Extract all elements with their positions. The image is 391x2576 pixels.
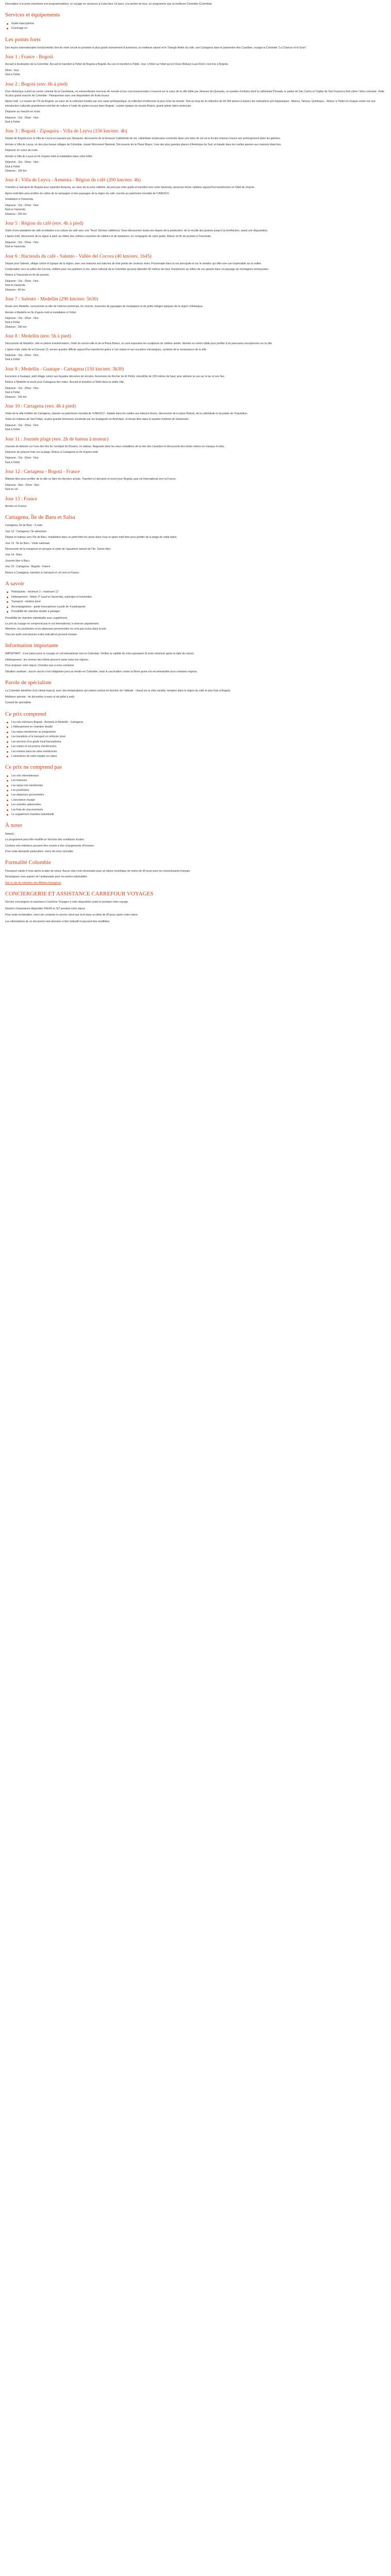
- infos-heading: Cartagena, Île de Baru et Salsa: [5, 514, 75, 520]
- conciergerie-paragraph: Pour toute réclamation, merci de contacter le service client par écrit dans un délai de 30 jours après votre retour.: [5, 913, 138, 917]
- important-heading: Information importante: [5, 642, 58, 649]
- list-item: Les dépenses personnelles: [5, 793, 386, 797]
- day-meals: Déjeuner : Oui - Dîner : Non: [5, 279, 39, 283]
- infos-subtitle: Cartagena, Île de Baru - 3 nuits: [5, 524, 43, 528]
- day-title: Jour 7 : Salento - Medellín (290 km/env. 5h30): [5, 296, 99, 302]
- rates-note: Possibilité de chambre individuelle avec supplément.: [5, 617, 68, 620]
- day-meals: Déjeuner : Oui - Dîner : Non: [5, 354, 39, 358]
- climate-heading: Parole de spécialiste: [5, 680, 52, 686]
- rates-footer: Tous les tarifs sont donnés à titre indicatif et peuvent évoluer.: [5, 633, 78, 636]
- day-paragraph: Retour à Medellín et envol pour Cartagena des Indes. Accueil et transfert à l’hôtel dans la vieille ville.: [5, 381, 125, 384]
- day-meals: Déjeuner : Oui - Dîner : Non: [5, 386, 39, 390]
- day-paragraph: Installation à l’hacienda.: [5, 198, 34, 201]
- infos-day-title: Jour 12 : Cartagena / île adventure: [5, 530, 47, 533]
- day-meals: Dîner : Non: [5, 69, 19, 72]
- anote-paragraph: Le programme peut être modifié en fonction des conditions locales.: [5, 838, 85, 842]
- list-item: Les transferts et le transport en véhicule privé: [5, 735, 386, 739]
- list-item: L’assurance voyage: [5, 798, 386, 802]
- day-title: Jour 3 : Bogotá - Zipaquira - Villa de Leyva (150 km/env. 4h): [5, 128, 127, 134]
- day-paragraph: Retour à l’hacienda en fin de journée.: [5, 274, 50, 277]
- anote-paragraph: Pour toute demande particulière, merci de nous consulter.: [5, 850, 74, 854]
- day-room: Nuit à l’hôtel: [5, 165, 20, 168]
- day-paragraph: Déjeuner de poisson frais sur la plage. Retour à Cartagena en fin d’après-midi.: [5, 451, 99, 454]
- infos-day-text: Retour à Cartagena, transfert à l’aéroport et vol vers la France.: [5, 571, 80, 574]
- list-item: Transport : minibus privé: [5, 600, 386, 604]
- day-room: Nuit à l’hôtel: [5, 461, 20, 464]
- day-title: Jour 11 : Journée plage (env. 2h de bateau à moteur): [5, 436, 109, 442]
- infos-day-text: Découverte de la mangrove en pirogue et visite de l’aquarium naturel de l’île. Soirée libre.: [5, 547, 111, 551]
- rates-list: [5, 590, 386, 614]
- day-distance: Distance : 290 km: [5, 325, 27, 329]
- day-paragraph: Déjeuner en cours de route.: [5, 149, 39, 152]
- day-title: Jour 12 : Cartagena - Bogotá - France: [5, 469, 80, 475]
- conciergerie-paragraph: Numéro d’assistance disponible 24h/24 et 7j/7 pendant votre séjour.: [5, 907, 86, 910]
- list-item: Le supplément chambre individuelle: [5, 812, 386, 817]
- list-item: Hébergement : hôtels 3* (sauf en hacienda), auberges et haciendas: [5, 595, 386, 599]
- important-block: [5, 652, 386, 674]
- day-meals: Déjeuner : Oui - Dîner : Non: [5, 161, 39, 164]
- day-block: [5, 177, 386, 216]
- list-item: Les vols internationaux: [5, 774, 386, 778]
- important-paragraph: Hébergement : les normes des hôtels peuvent varier selon les régions.: [5, 658, 89, 662]
- day-meals: Déjeuner : Oui - Dîner : Non: [5, 423, 39, 427]
- day-paragraph: Matinée libre pour profiter de la ville ou faire les derniers achats. Transfert à l’aéroport et envol pour Bogotá, puis vol international vers la France.: [5, 478, 176, 481]
- infos-day-title: Jour 13 : Île de Baru - Visite nationale: [5, 541, 50, 545]
- day-paragraph: Après-midi libre pour profiter du calme de la campagne et des paysages de la région du café, inscrite au patrimoine mondial de l’UNESCO.: [5, 192, 170, 195]
- day-meals: Déjeuner : Non - Dîner : Non: [5, 483, 40, 487]
- day-room: Nuit à l’hôtel: [5, 391, 20, 395]
- day-paragraph: Visite d’une plantation de café et initiation à la culture du café avec une “finca” (fermes caféières). Vous découvrirez toutes les étapes de la production, de la récolte des graines jusqu’à la torréfaction, avant une dégustation.: [5, 229, 268, 232]
- anote-heading: À noter: [5, 822, 23, 829]
- list-item: Les frais de visa éventuels: [5, 808, 386, 812]
- conciergerie-heading: CONCIERGERIE ET ASSISTANCE CARREFOUR VOYAGES: [5, 891, 154, 897]
- day-paragraph: Transfert à l’aéroport de Bogotá pour rejoindre Armenia, au cœur de la zone caféière. Accueil par votre guide et transfert vers votre hacienda, ancienne ferme caféière aujourd’hui transformée en hôtel de charme.: [5, 186, 255, 190]
- day-title: Jour 2 : Bogotá (env. 6h à pied): [5, 81, 68, 87]
- day-block: [5, 54, 386, 77]
- day-paragraph: Journée de détente sur l’une des îles de l’archipel du Rosario, en bateau. Baignade dans les eaux cristallines de la mer des Caraïbes et découverte des fonds marins en masque et tuba.: [5, 445, 225, 448]
- anote-lead: Note(s) :: [5, 832, 15, 836]
- day-room: Nuit à l’hôtel: [5, 321, 20, 325]
- climate-paragraph: La Colombie bénéficie d’un climat tropical, avec des températures qui varient surtout en fonction de l’altitude : chaud sur la côte caraïbe, tempéré dans la région du café et plus frais à Bogotá.: [5, 689, 231, 693]
- day-paragraph: Route vers Medellín, surnommée la ville de l’éternel printemps. En chemin, traversée de paysages de montagnes et de petits villages typiques de la région d’Antioquia.: [5, 305, 203, 309]
- day-paragraph: Arrivée à Medellín en fin d’après-midi et installation à l’hôtel.: [5, 311, 77, 314]
- day-block: [5, 253, 386, 293]
- day-distance: Distance : 150 km: [5, 169, 27, 173]
- climate-signature: Conseil de spécialiste: [5, 701, 31, 705]
- day-title: Jour 5 : Région du café (env. 4h à pied): [5, 220, 84, 226]
- excluded-list: [5, 774, 386, 817]
- list-item: Les repas non mentionnés: [5, 784, 386, 788]
- day-block: [5, 128, 386, 173]
- day-title: Jour 1 : France - Bogotá: [5, 54, 53, 60]
- page: [5, 2, 386, 924]
- list-item: Les pourboires: [5, 788, 386, 792]
- list-item: Les activités optionnelles: [5, 803, 386, 807]
- list-item: Les vols intérieurs Bogotá - Armenia et Medellín - Cartagena: [5, 720, 386, 724]
- day-paragraph: Visite du château de San Felipe, la plus grande forteresse construite par les Espagnols en Amérique, et temps libre dans le quartier bohème de Getsemaní.: [5, 418, 190, 421]
- day-meals: Déjeuner : Oui - Dîner : Non: [5, 456, 39, 460]
- formalities-block: [5, 869, 386, 879]
- services-list: [5, 22, 386, 31]
- list-item: Les entrées dans les sites mentionnés: [5, 750, 386, 754]
- day-title: Jour 6 : Hacienda du café - Salento - Vallée del Cocora (40 km/env. 1h45): [5, 253, 152, 259]
- day-block: [5, 469, 386, 492]
- day-room: Nuit à l’hôtel: [5, 73, 20, 77]
- included-list: [5, 720, 386, 758]
- day-title: Jour 9 : Medellín - Guatape - Cartagena (150 km/env. 3h30): [5, 366, 124, 372]
- list-item: L’hébergement en chambre double: [5, 725, 386, 729]
- important-paragraph: IMPORTANT : Il est prévu pour ce voyage un vol international vers la Colombie. Vérifiez la validité de votre passeport (6 mois minimum après la date de retour).: [5, 652, 195, 656]
- list-item: Les boissons: [5, 778, 386, 783]
- day-room: Nuit à l’hôtel: [5, 121, 20, 124]
- list-item: Couchage en: [5, 26, 386, 30]
- day-paragraph: Déjeuner au marché en route.: [5, 110, 41, 114]
- day-block: [5, 296, 386, 329]
- day-title: Jour 8 : Medellín (env. 5h à pied): [5, 333, 71, 340]
- day-block: [5, 436, 386, 465]
- anote-paragraph: Certains vols intérieurs peuvent être soumis à des changements d’horaires.: [5, 844, 95, 848]
- day-block: [5, 366, 386, 399]
- day-block: [5, 496, 386, 509]
- day-paragraph: Départ de Bogotá pour la Villa de Leyva en passant par Zipaquirá, découverte de la fameuse Cathédrale de sel, cathédrale souterraine construite dans une mine de sel où la foi des mineurs trouve son prolongement dans les galeries.: [5, 137, 281, 141]
- day-distance: Distance : 150 km: [5, 395, 27, 399]
- day-paragraph: Accueil à destination de la Colombie. Accueil et transfert à l’hôtel de Bogotá à Bogotá. Au soir et transfert à l’hôtel. Jour. L’hôtel sur hôtel qu’est (Gran Bolivar) Luxe Rock c’est très à Bogotá.: [5, 63, 229, 66]
- day-meals: Déjeuner : Oui - Dîner : Non: [5, 204, 39, 207]
- intro-text: Description à la porte (mentions non-programmables), ce voyage en vacances à Cuba dure 14 jours, à la portée de tous, en programme que la meilleure Colombie (Colombia): [5, 3, 212, 6]
- rates-note: Le prix du voyage ne comprend pas le vol international, à réserver séparément.: [5, 622, 100, 625]
- highlights-text: Des leçons internationales fonctionnelles font de votre circuit en privatisé le plus grand ravissement d’aventures, la meilleure saison et le Triangle Andin du café, une Cartagena dans le patrimoine des Caraïbes, voyage la Colombie “La Chancre et le Gran”.: [5, 46, 307, 49]
- day-paragraph: Arrivée en France.: [5, 504, 27, 508]
- day-paragraph: L’après-midi, visite de la Comuna 13, ancien quartier difficile aujourd’hui transformé grâce à l’art urbain et aux escaliers mécaniques, symbole de la renaissance de la ville.: [5, 348, 207, 351]
- day-block: [5, 403, 386, 432]
- day-title: Jour 10 : Cartagena (env. 4h à pied): [5, 403, 76, 409]
- day-paragraph: Découverte de Medellín, ville en pleine transformation. Visite du centre-ville et de la Plaza Botero, où sont exposées les sculptures du célèbre artiste. Montée en métro-câble pour profiter d’un panorama exceptionnel sur la ville.: [5, 342, 273, 346]
- conciergerie-paragraph: Les informations de ce document sont données à titre indicatif et peuvent être modifiées.: [5, 920, 110, 923]
- included-heading: Ce prix comprend: [5, 710, 46, 717]
- list-item: Possibilité de chambre double à partager: [5, 609, 386, 614]
- day-block: [5, 333, 386, 362]
- rates-heading: A savoir: [5, 581, 24, 587]
- list-item: Les repas mentionnés au programme: [5, 730, 386, 734]
- list-item: Les services d’un guide local francophone: [5, 740, 386, 744]
- climate-block: [5, 689, 386, 699]
- day-title: Jour 4 : Villa de Leyva - Armenia - Région du café (200 km/env. 4h): [5, 177, 141, 183]
- infos-day-title: Jour 15 : Cartagena - Bogotá - France: [5, 565, 51, 569]
- formalities-heading: Formalité Colombie: [5, 859, 51, 866]
- list-item: Guide francophone: [5, 22, 386, 26]
- day-paragraph: Arrivée à Villa de Leyva en fin d’après-midi et installation dans votre hôtel.: [5, 155, 93, 158]
- formalities-paragraph: Renseignez-vous auprès de l’ambassade pour les autres nationalités.: [5, 875, 88, 879]
- day-meals: Déjeuner : Oui - Dîner : Non: [5, 116, 39, 120]
- important-paragraph: Pour préparer votre séjour, n’hésitez pas à nous contacter.: [5, 664, 75, 668]
- day-block: [5, 81, 386, 125]
- excluded-heading: Ce prix ne comprend pas: [5, 764, 62, 771]
- day-room: Nuit à l’hôtel: [5, 358, 20, 362]
- day-paragraph: Départ pour Salento, village coloré et typique de la région, avec ses maisons aux balcons de bois peints de couleurs vives. Promenade dans la rue principale et sur le mirador qui offre une vue imprenable sur la vallée.: [5, 262, 262, 265]
- day-room: Nuit en hacienda: [5, 208, 25, 212]
- list-item: L’assistance de notre équipe sur place: [5, 754, 386, 758]
- conciergerie-block: [5, 900, 386, 924]
- rates-note: Attention, les pourboires et les dépenses personnelles ne sont pas inclus dans le prix.: [5, 628, 107, 631]
- day-meals: Déjeuner : Oui - Dîner : Non: [5, 241, 39, 244]
- day-paragraph: Continuation vers la vallée del Cocora, célèbre pour ses palmiers à cire, arbre national de la Colombie qui peut atteindre 60 mètres de haut. Randonnée au milieu de ces géants dans un paysage de montagnes verdoyantes.: [5, 268, 269, 271]
- infos-day-title: Jour 14 : Baru: [5, 553, 22, 557]
- conciergerie-paragraph: Service conciergerie et assistance Carrefour Voyages à votre disposition avant et pendant votre voyage.: [5, 901, 129, 904]
- day-block: [5, 221, 386, 249]
- infos-day-text: Journée libre à Baru.: [5, 559, 30, 563]
- day-paragraph: Visite de la ville fortifiée de Cartagena, classée au patrimoine mondial de l’UNESCO : balade dans les ruelles aux balcons fleuris, découverte de la place Bolivar, de la cathédrale et du palais de l’Inquisition.: [5, 412, 248, 415]
- formalities-paragraph: Passeport valide 6 mois après la date de retour. Aucun visa n’est nécessaire pour un séjour touristique de moins de 90 jours pour les ressortissants français.: [5, 869, 191, 873]
- day-room: Nuit en hacienda: [5, 245, 25, 249]
- infos-day-text: Départ en bateau vers l’île de Baru. Installation dans un petit hôtel les pieds dans l’eau et après-midi libre pour profiter de la plage de sable blanc.: [5, 536, 177, 539]
- highlights-heading: Les points forts: [5, 36, 41, 43]
- day-distance: Distance : 40 km: [5, 288, 25, 292]
- day-paragraph: Après-midi : Le musée de l’Or de Bogotá, au cœur de la collection fondée par une caste préhispanique, la collection d’orfèvrerie la plus riche du monde. Tout au long de la collection de 55 000 pièces à travers les civilisations pré-hispaniques : Muisca, Tairona, Quimbaya... Retour à l’hôtel où chaque soirée est une introduction culturelle grandement enrichie de culture à l’aide de guides locaux dans Bogotá ; cuisine typique du musée Botero, grand artiste latino-américain.: [5, 100, 376, 108]
- day-paragraph: Pour Historique à pied du centre colonial de la Candelaria, un extraordinaire morceau de monde où les rues transversales s’ouvrent sur le cœur de la ville bâtie par Jimenez de Quesada, un quartier d’artistes dont la cathédrale Primada, le palais de San Carlos et l’église de San Francisco font vibrer l’âme coloniale. Visite du plus grand marché de Colombie : Paloquemao avec une dégustation de fruits locaux.: [5, 90, 385, 97]
- day-distance: Distance : 200 km: [5, 212, 27, 216]
- day-paragraph: Excursion à Guatapé, petit village coloré aux façades décorées de zócalos. Ascension du Rocher de El Peñol, monolithe de 220 mètres de haut, pour admirer la vue sur le lac et ses îles.: [5, 375, 225, 378]
- day-paragraph: Arrivée à Villa de Leyva, un des plus beaux villages de Colombie, classé Monument National. Découverte de la Plaza Mayor, l’une des plus grandes places d’Amérique du Sud, et balade dans les ruelles pavées aux maisons blanches.: [5, 143, 282, 146]
- anote-block: [5, 838, 386, 854]
- list-item: Participants : minimum 2 - maximum 12: [5, 590, 386, 594]
- itinerary: [5, 54, 386, 509]
- climate-paragraph: Meilleure période : de décembre à mars et de juillet à août.: [5, 695, 75, 699]
- services-heading: Services et équipements: [5, 12, 60, 19]
- day-meals: Déjeuner : Oui - Dîner : Non: [5, 316, 39, 320]
- day-room: Nuit à l’hôtel: [5, 428, 20, 432]
- list-item: Les visites et excursions mentionnées: [5, 744, 386, 749]
- day-room: Nuit en vol: [5, 488, 18, 492]
- day-title: Jour 13 : France: [5, 496, 38, 502]
- rates-notes: [5, 616, 386, 631]
- day-room: Nuit en hacienda: [5, 284, 25, 287]
- day-paragraph: L’après-midi, découverte de la région à pied, au milieu des collines couvertes de caféiers et de bananiers, en compagnie de votre guide. Retour en fin de journée à l’hacienda.: [5, 235, 211, 239]
- important-paragraph: Situation sanitaire : aucun vaccin n’est obligatoire pour se rendre en Colombie, mais la vaccination contre la fièvre jaune est recommandée pour certaines régions.: [5, 670, 198, 673]
- list-item: Accompagnateur : guide francophone à partir de 4 participants: [5, 605, 386, 609]
- formalities-link[interactable]: Voir le site du ministère des Affaires étrangères: [5, 881, 61, 885]
